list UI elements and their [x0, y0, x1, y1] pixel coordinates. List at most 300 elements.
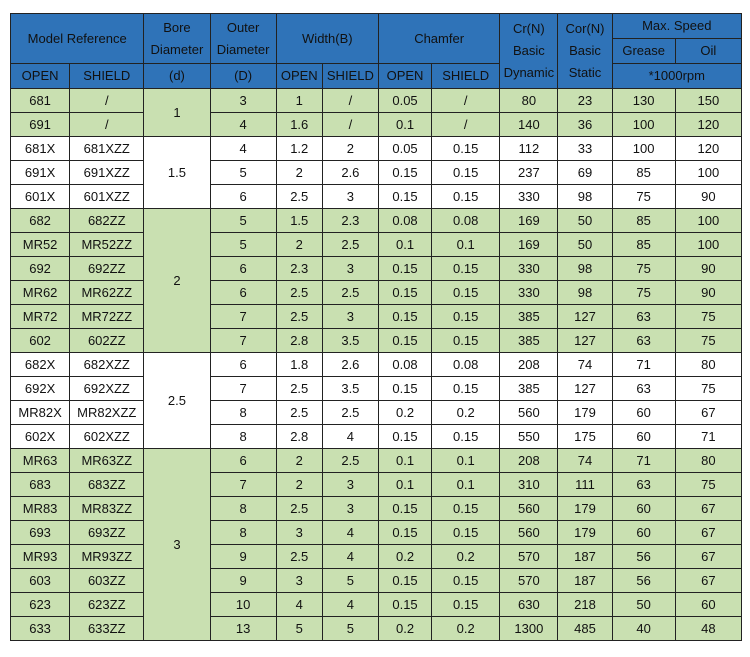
cell-chamfer-open: 0.15 [378, 185, 431, 209]
cell-chamfer-open: 0.15 [378, 161, 431, 185]
table-row [11, 305, 742, 329]
cell-chamfer-shield: 0.15 [432, 161, 500, 185]
cell-speed-oil: 80 [675, 353, 741, 377]
cell-chamfer-open: 0.1 [378, 473, 431, 497]
cell-outer-diameter: 4 [210, 137, 276, 161]
cell-cr-dynamic: 80 [500, 89, 558, 113]
cell-cor-static: 127 [558, 329, 612, 353]
cell-cor-static: 98 [558, 281, 612, 305]
cell-cr-dynamic: 208 [500, 449, 558, 473]
cell-model-shield: MR52ZZ [70, 233, 144, 257]
cell-width-open: 1.6 [276, 113, 322, 137]
cell-cr-dynamic: 570 [500, 569, 558, 593]
cell-cr-dynamic: 560 [500, 401, 558, 425]
cell-outer-diameter: 5 [210, 161, 276, 185]
cell-outer-diameter: 8 [210, 497, 276, 521]
header-speed-unit: *1000rpm [612, 64, 741, 89]
cell-cor-static: 218 [558, 593, 612, 617]
cell-chamfer-open: 0.1 [378, 113, 431, 137]
cell-model-open: 692 [11, 257, 70, 281]
cell-chamfer-shield: 0.2 [432, 545, 500, 569]
cell-speed-oil: 67 [675, 521, 741, 545]
header-max-speed: Max. Speed [612, 14, 741, 39]
cell-width-open: 5 [276, 617, 322, 641]
cell-cor-static: 485 [558, 617, 612, 641]
cell-cor-static: 74 [558, 353, 612, 377]
header-chamfer: Chamfer [378, 14, 499, 64]
table-body [11, 89, 742, 641]
cell-width-open: 3 [276, 569, 322, 593]
cell-width-open: 2 [276, 233, 322, 257]
cell-chamfer-open: 0.15 [378, 593, 431, 617]
cell-width-open: 2.5 [276, 185, 322, 209]
cell-speed-grease: 63 [612, 305, 675, 329]
cell-cr-dynamic: 1300 [500, 617, 558, 641]
cell-width-shield: 5 [322, 569, 378, 593]
cell-model-open: 682 [11, 209, 70, 233]
cell-width-shield: 2.6 [322, 353, 378, 377]
cell-bore-diameter: 3 [144, 449, 210, 641]
cell-cr-dynamic: 310 [500, 473, 558, 497]
cell-chamfer-open: 0.15 [378, 281, 431, 305]
cell-chamfer-shield: 0.15 [432, 521, 500, 545]
cell-cor-static: 74 [558, 449, 612, 473]
cell-model-shield: 682XZZ [70, 353, 144, 377]
cell-chamfer-open: 0.15 [378, 569, 431, 593]
cell-model-shield: 602ZZ [70, 329, 144, 353]
cell-cr-dynamic: 560 [500, 521, 558, 545]
cell-model-shield: 683ZZ [70, 473, 144, 497]
cell-outer-diameter: 6 [210, 281, 276, 305]
cell-model-shield: 681XZZ [70, 137, 144, 161]
cell-cor-static: 33 [558, 137, 612, 161]
cell-bore-diameter: 1 [144, 89, 210, 137]
cell-width-open: 2.5 [276, 401, 322, 425]
table-row [11, 329, 742, 353]
cell-cor-static: 50 [558, 233, 612, 257]
cell-model-open: 693 [11, 521, 70, 545]
cell-width-shield: 3 [322, 257, 378, 281]
cell-model-shield: 691XZZ [70, 161, 144, 185]
cell-width-shield: 2.5 [322, 401, 378, 425]
cell-cr-dynamic: 385 [500, 377, 558, 401]
cell-chamfer-shield: 0.1 [432, 233, 500, 257]
cell-chamfer-open: 0.1 [378, 233, 431, 257]
cell-model-shield: 692XZZ [70, 377, 144, 401]
cell-speed-grease: 75 [612, 257, 675, 281]
cell-bore-diameter: 2 [144, 209, 210, 353]
cell-model-shield: 633ZZ [70, 617, 144, 641]
cell-model-shield: MR72ZZ [70, 305, 144, 329]
cell-speed-oil: 75 [675, 377, 741, 401]
cell-outer-diameter: 10 [210, 593, 276, 617]
cell-cr-dynamic: 237 [500, 161, 558, 185]
table-row [11, 137, 742, 161]
cell-model-open: 681 [11, 89, 70, 113]
cell-chamfer-open: 0.15 [378, 377, 431, 401]
table-row [11, 425, 742, 449]
cell-model-open: MR52 [11, 233, 70, 257]
cell-cor-static: 98 [558, 257, 612, 281]
cell-model-shield: MR93ZZ [70, 545, 144, 569]
cell-speed-oil: 48 [675, 617, 741, 641]
cell-cr-dynamic: 169 [500, 233, 558, 257]
cell-outer-diameter: 7 [210, 329, 276, 353]
header-width: Width(B) [276, 14, 378, 64]
header-width-open: OPEN [276, 64, 322, 89]
cell-width-open: 4 [276, 593, 322, 617]
cell-width-shield: 2 [322, 137, 378, 161]
cell-chamfer-shield: 0.1 [432, 473, 500, 497]
cell-chamfer-open: 0.2 [378, 617, 431, 641]
header-model-shield: SHIELD [70, 64, 144, 89]
cell-speed-oil: 75 [675, 329, 741, 353]
table-row [11, 593, 742, 617]
header-oil: Oil [675, 39, 741, 64]
cell-width-open: 2.5 [276, 305, 322, 329]
cell-model-shield: 693ZZ [70, 521, 144, 545]
cell-speed-oil: 67 [675, 569, 741, 593]
cell-model-open: 623 [11, 593, 70, 617]
cell-speed-oil: 90 [675, 257, 741, 281]
cell-outer-diameter: 7 [210, 377, 276, 401]
cell-outer-diameter: 4 [210, 113, 276, 137]
cell-cr-dynamic: 330 [500, 257, 558, 281]
cell-cor-static: 187 [558, 545, 612, 569]
cell-width-shield: 3.5 [322, 329, 378, 353]
cell-outer-diameter: 8 [210, 521, 276, 545]
cell-cor-static: 127 [558, 377, 612, 401]
cell-width-shield: 5 [322, 617, 378, 641]
cell-width-open: 2.5 [276, 545, 322, 569]
cell-cr-dynamic: 570 [500, 545, 558, 569]
table-row [11, 353, 742, 377]
cell-width-shield: 4 [322, 425, 378, 449]
cell-bore-diameter: 1.5 [144, 137, 210, 209]
table-row [11, 89, 742, 113]
cell-model-open: MR83 [11, 497, 70, 521]
header-outer-unit: (D) [210, 64, 276, 89]
cell-speed-grease: 60 [612, 401, 675, 425]
cell-outer-diameter: 6 [210, 257, 276, 281]
cell-speed-grease: 130 [612, 89, 675, 113]
cell-chamfer-open: 0.2 [378, 545, 431, 569]
cell-cr-dynamic: 560 [500, 497, 558, 521]
header-width-shield: SHIELD [322, 64, 378, 89]
cell-chamfer-shield: 0.15 [432, 185, 500, 209]
cell-cor-static: 98 [558, 185, 612, 209]
cell-chamfer-shield: 0.15 [432, 137, 500, 161]
cell-chamfer-open: 0.08 [378, 209, 431, 233]
bearing-spec-table [10, 13, 742, 641]
cell-cr-dynamic: 550 [500, 425, 558, 449]
cell-width-open: 2 [276, 161, 322, 185]
cell-speed-grease: 50 [612, 593, 675, 617]
cell-chamfer-shield: 0.15 [432, 281, 500, 305]
cell-cor-static: 69 [558, 161, 612, 185]
table-row [11, 209, 742, 233]
cell-width-shield: 4 [322, 521, 378, 545]
header-outer-diameter: Outer Diameter [210, 14, 276, 64]
cell-outer-diameter: 3 [210, 89, 276, 113]
table-row [11, 257, 742, 281]
cell-outer-diameter: 5 [210, 233, 276, 257]
cell-width-open: 2.3 [276, 257, 322, 281]
cell-chamfer-shield: 0.15 [432, 425, 500, 449]
cell-cor-static: 175 [558, 425, 612, 449]
cell-speed-grease: 71 [612, 449, 675, 473]
cell-width-shield: / [322, 113, 378, 137]
cell-chamfer-shield: / [432, 89, 500, 113]
cell-speed-grease: 71 [612, 353, 675, 377]
cell-cor-static: 179 [558, 497, 612, 521]
cell-cr-dynamic: 330 [500, 281, 558, 305]
cell-width-shield: 3.5 [322, 377, 378, 401]
cell-bore-diameter: 2.5 [144, 353, 210, 449]
cell-speed-oil: 90 [675, 185, 741, 209]
header-grease: Grease [612, 39, 675, 64]
cell-cr-dynamic: 169 [500, 209, 558, 233]
cell-speed-grease: 60 [612, 497, 675, 521]
cell-speed-oil: 80 [675, 449, 741, 473]
cell-cor-static: 111 [558, 473, 612, 497]
cell-model-shield: 623ZZ [70, 593, 144, 617]
table-row [11, 617, 742, 641]
table-row [11, 545, 742, 569]
cell-model-open: MR82X [11, 401, 70, 425]
header-cr-basic-dynamic: Cr(N) Basic Dynamic [500, 14, 558, 89]
cell-speed-grease: 85 [612, 209, 675, 233]
cell-model-shield: MR82XZZ [70, 401, 144, 425]
cell-chamfer-shield: 0.15 [432, 329, 500, 353]
cell-speed-grease: 60 [612, 425, 675, 449]
cell-model-open: 691 [11, 113, 70, 137]
cell-chamfer-open: 0.1 [378, 449, 431, 473]
cell-outer-diameter: 8 [210, 425, 276, 449]
cell-outer-diameter: 13 [210, 617, 276, 641]
header-model-reference: Model Reference [11, 14, 144, 64]
cell-cr-dynamic: 630 [500, 593, 558, 617]
cell-model-open: 633 [11, 617, 70, 641]
cell-cr-dynamic: 208 [500, 353, 558, 377]
table-row [11, 185, 742, 209]
cell-outer-diameter: 5 [210, 209, 276, 233]
cell-model-shield: 682ZZ [70, 209, 144, 233]
cell-width-shield: / [322, 89, 378, 113]
cell-model-open: 692X [11, 377, 70, 401]
cell-speed-grease: 85 [612, 233, 675, 257]
cell-speed-oil: 100 [675, 161, 741, 185]
cell-speed-oil: 100 [675, 209, 741, 233]
cell-speed-grease: 60 [612, 521, 675, 545]
cell-width-open: 2 [276, 449, 322, 473]
cell-chamfer-shield: 0.15 [432, 593, 500, 617]
cell-model-open: 683 [11, 473, 70, 497]
cell-speed-grease: 56 [612, 545, 675, 569]
cell-model-open: 682X [11, 353, 70, 377]
cell-outer-diameter: 9 [210, 569, 276, 593]
table-row [11, 449, 742, 473]
cell-cor-static: 50 [558, 209, 612, 233]
cell-model-open: 691X [11, 161, 70, 185]
header-chamfer-shield: SHIELD [432, 64, 500, 89]
cell-speed-oil: 120 [675, 113, 741, 137]
cell-width-shield: 3 [322, 305, 378, 329]
cell-width-shield: 4 [322, 593, 378, 617]
cell-cor-static: 179 [558, 521, 612, 545]
cell-width-open: 2 [276, 473, 322, 497]
cell-chamfer-shield: 0.2 [432, 401, 500, 425]
cell-width-open: 2.5 [276, 497, 322, 521]
cell-model-shield: 692ZZ [70, 257, 144, 281]
cell-chamfer-open: 0.15 [378, 425, 431, 449]
cell-chamfer-shield: 0.15 [432, 257, 500, 281]
cell-width-open: 2.5 [276, 377, 322, 401]
table-row [11, 233, 742, 257]
cell-outer-diameter: 7 [210, 305, 276, 329]
cell-chamfer-open: 0.15 [378, 521, 431, 545]
cell-speed-grease: 100 [612, 137, 675, 161]
cell-speed-oil: 60 [675, 593, 741, 617]
cell-speed-oil: 67 [675, 545, 741, 569]
cell-chamfer-open: 0.05 [378, 137, 431, 161]
cell-model-shield: MR62ZZ [70, 281, 144, 305]
cell-width-shield: 3 [322, 473, 378, 497]
cell-chamfer-open: 0.15 [378, 329, 431, 353]
cell-width-open: 2.8 [276, 329, 322, 353]
cell-chamfer-open: 0.08 [378, 353, 431, 377]
cell-cr-dynamic: 385 [500, 305, 558, 329]
cell-model-shield: MR63ZZ [70, 449, 144, 473]
cell-speed-grease: 56 [612, 569, 675, 593]
cell-outer-diameter: 6 [210, 449, 276, 473]
cell-chamfer-shield: 0.1 [432, 449, 500, 473]
cell-width-open: 1.5 [276, 209, 322, 233]
cell-model-shield: 601XZZ [70, 185, 144, 209]
table-header [11, 14, 742, 89]
cell-speed-grease: 75 [612, 281, 675, 305]
cell-model-open: 602 [11, 329, 70, 353]
cell-model-open: 603 [11, 569, 70, 593]
cell-cor-static: 23 [558, 89, 612, 113]
header-bore-diameter: Bore Diameter [144, 14, 210, 64]
cell-width-shield: 2.5 [322, 281, 378, 305]
table-row [11, 473, 742, 497]
cell-width-open: 3 [276, 521, 322, 545]
cell-width-shield: 4 [322, 545, 378, 569]
cell-chamfer-shield: 0.08 [432, 209, 500, 233]
cell-chamfer-open: 0.15 [378, 257, 431, 281]
cell-speed-oil: 75 [675, 305, 741, 329]
cell-speed-oil: 67 [675, 401, 741, 425]
cell-width-shield: 3 [322, 185, 378, 209]
cell-model-open: MR93 [11, 545, 70, 569]
cell-speed-grease: 63 [612, 473, 675, 497]
table-row [11, 521, 742, 545]
cell-chamfer-open: 0.15 [378, 497, 431, 521]
cell-cr-dynamic: 385 [500, 329, 558, 353]
cell-outer-diameter: 9 [210, 545, 276, 569]
cell-model-shield: / [70, 113, 144, 137]
cell-chamfer-shield: 0.15 [432, 569, 500, 593]
cell-speed-oil: 67 [675, 497, 741, 521]
cell-model-open: 602X [11, 425, 70, 449]
header-bore-unit: (d) [144, 64, 210, 89]
cell-width-open: 1.2 [276, 137, 322, 161]
cell-chamfer-shield: 0.15 [432, 377, 500, 401]
cell-speed-oil: 71 [675, 425, 741, 449]
table-row [11, 377, 742, 401]
cell-chamfer-open: 0.05 [378, 89, 431, 113]
table-row [11, 113, 742, 137]
cell-model-shield: 602XZZ [70, 425, 144, 449]
cell-outer-diameter: 6 [210, 353, 276, 377]
cell-speed-oil: 75 [675, 473, 741, 497]
cell-speed-oil: 90 [675, 281, 741, 305]
cell-speed-oil: 150 [675, 89, 741, 113]
header-model-open: OPEN [11, 64, 70, 89]
table-row [11, 497, 742, 521]
table-row [11, 281, 742, 305]
cell-chamfer-shield: / [432, 113, 500, 137]
cell-speed-grease: 63 [612, 329, 675, 353]
cell-width-shield: 3 [322, 497, 378, 521]
cell-cor-static: 36 [558, 113, 612, 137]
cell-speed-oil: 100 [675, 233, 741, 257]
cell-width-open: 1 [276, 89, 322, 113]
table-row [11, 161, 742, 185]
cell-width-open: 2.8 [276, 425, 322, 449]
cell-cr-dynamic: 330 [500, 185, 558, 209]
cell-width-open: 1.8 [276, 353, 322, 377]
cell-speed-grease: 85 [612, 161, 675, 185]
cell-width-open: 2.5 [276, 281, 322, 305]
cell-width-shield: 2.6 [322, 161, 378, 185]
cell-speed-grease: 100 [612, 113, 675, 137]
cell-cor-static: 187 [558, 569, 612, 593]
cell-width-shield: 2.3 [322, 209, 378, 233]
table-row [11, 569, 742, 593]
cell-chamfer-open: 0.15 [378, 305, 431, 329]
cell-model-open: 681X [11, 137, 70, 161]
cell-speed-grease: 63 [612, 377, 675, 401]
cell-speed-grease: 40 [612, 617, 675, 641]
header-cor-basic-static: Cor(N) Basic Static [558, 14, 612, 89]
header-chamfer-open: OPEN [378, 64, 431, 89]
table-row [11, 401, 742, 425]
cell-model-shield: / [70, 89, 144, 113]
cell-width-shield: 2.5 [322, 233, 378, 257]
cell-model-open: 601X [11, 185, 70, 209]
cell-cr-dynamic: 112 [500, 137, 558, 161]
cell-model-open: MR63 [11, 449, 70, 473]
cell-speed-grease: 75 [612, 185, 675, 209]
cell-model-shield: MR83ZZ [70, 497, 144, 521]
cell-width-shield: 2.5 [322, 449, 378, 473]
cell-outer-diameter: 7 [210, 473, 276, 497]
cell-cor-static: 179 [558, 401, 612, 425]
cell-chamfer-shield: 0.15 [432, 305, 500, 329]
cell-chamfer-shield: 0.15 [432, 497, 500, 521]
cell-cr-dynamic: 140 [500, 113, 558, 137]
cell-outer-diameter: 8 [210, 401, 276, 425]
cell-model-shield: 603ZZ [70, 569, 144, 593]
cell-speed-oil: 120 [675, 137, 741, 161]
cell-model-open: MR62 [11, 281, 70, 305]
cell-chamfer-shield: 0.08 [432, 353, 500, 377]
cell-chamfer-shield: 0.2 [432, 617, 500, 641]
cell-model-open: MR72 [11, 305, 70, 329]
